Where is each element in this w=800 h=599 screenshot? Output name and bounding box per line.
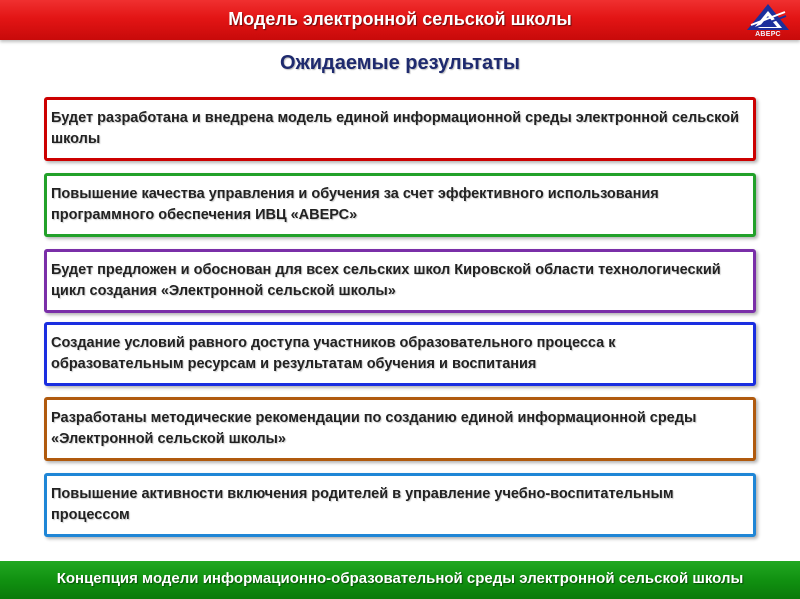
result-card-3 — [44, 249, 756, 313]
result-text-2: Повышение качества управления и обучения за счет эффективного использования программного обеспечения ИВЦ «АВЕРС» — [51, 186, 659, 223]
result-card-2 — [44, 173, 756, 237]
avers-logo — [743, 3, 793, 37]
result-card-4 — [44, 322, 756, 386]
result-text-3: Будет предложен и обоснован для всех сельских школ Кировской области технологический цикл создания «Электронной сельской школы» — [51, 262, 721, 299]
result-text-5: Разработаны методические рекомендации по созданию единой информационной среды «Электронной сельской школы» — [51, 410, 697, 447]
result-text-1: Будет разработана и внедрена модель единой информационной среды электронной сельской школы — [51, 110, 740, 147]
page-subtitle: Ожидаемые результаты — [280, 52, 520, 74]
footer-text: Концепция модели информационно-образовательной среды электронной сельской школы — [56, 570, 744, 587]
result-text-6: Повышение активности включения родителей в управление учебно-воспитательным процессом — [51, 486, 674, 523]
result-card-6 — [44, 473, 756, 537]
footer-bar — [0, 561, 800, 599]
header-title: Модель электронной сельской школы — [228, 9, 572, 29]
logo-text: АВЕРС — [755, 31, 781, 38]
result-card-1 — [44, 97, 756, 161]
header-bar — [0, 0, 800, 40]
result-text-4: Создание условий равного доступа участников образовательного процесса к образовательным ресурсам и результатам обучения и воспитания — [51, 335, 616, 372]
result-card-5 — [44, 397, 756, 461]
